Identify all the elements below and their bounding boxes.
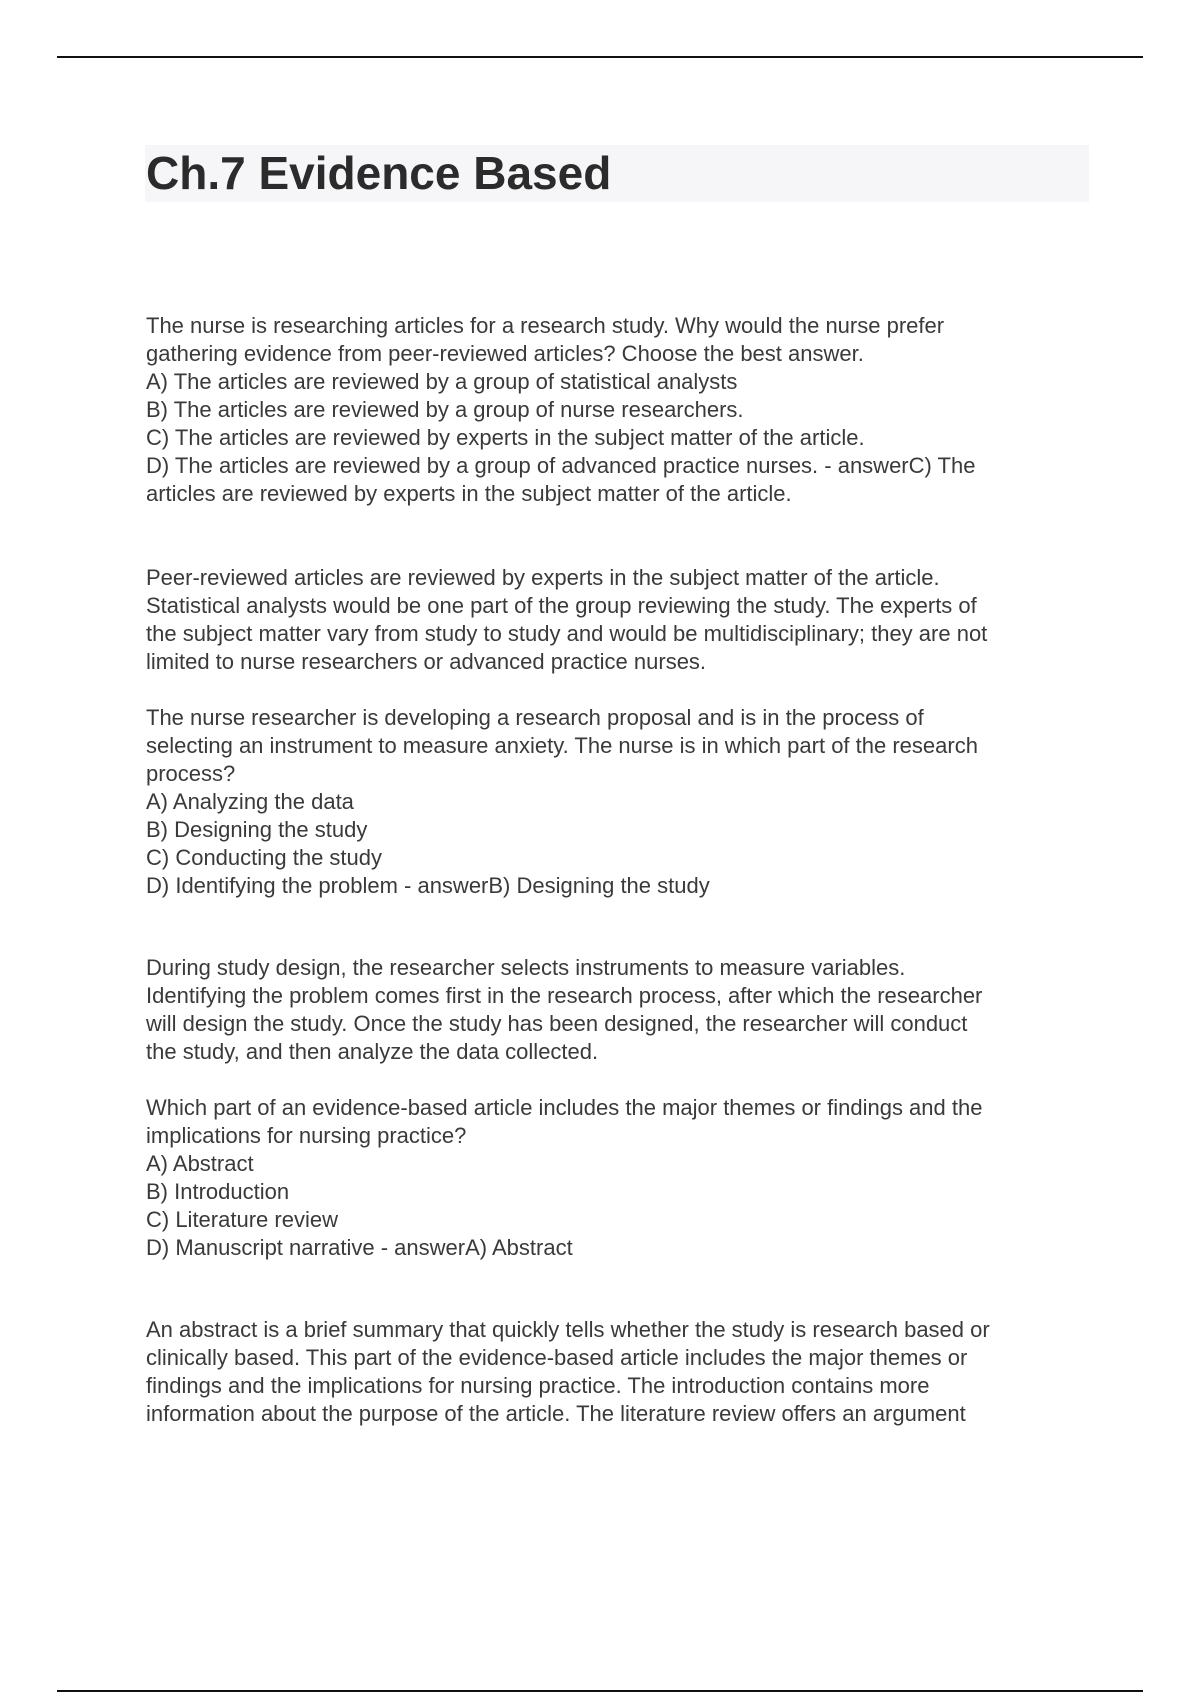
question-1-option-c: C) The articles are reviewed by experts in the subject matter of the article. (146, 425, 865, 450)
question-2-line: process? (146, 761, 236, 786)
top-divider (57, 56, 1143, 58)
question-1-line: The nurse is researching articles for a research study. Why would the nurse prefer (146, 313, 945, 338)
page-title: Ch.7 Evidence Based (146, 147, 612, 199)
question-1 (146, 312, 1086, 508)
question-3-option-b: B) Introduction (146, 1179, 290, 1204)
question-1-option-d: D) The articles are reviewed by a group of advanced practice nurses. - answerC) The (146, 453, 976, 478)
rationale-1-line: limited to nurse researchers or advanced practice nurses. (146, 649, 707, 674)
rationale-2-line: Identifying the problem comes first in the research process, after which the researcher (146, 983, 983, 1008)
question-2-option-b: B) Designing the study (146, 817, 368, 842)
rationale-2 (146, 954, 1086, 1066)
rationale-3-line: information about the purpose of the article. The literature review offers an argument (146, 1401, 966, 1426)
bottom-divider (57, 1690, 1143, 1692)
question-1-line: gathering evidence from peer-reviewed articles? Choose the best answer. (146, 341, 864, 366)
question-2-option-c: C) Conducting the study (146, 845, 383, 870)
question-3-option-c: C) Literature review (146, 1207, 338, 1232)
rationale-1 (146, 564, 1086, 676)
question-1-option-b: B) The articles are reviewed by a group of nurse researchers. (146, 397, 744, 422)
rationale-1-line: Statistical analysts would be one part of the group reviewing the study. The experts of (146, 593, 977, 618)
rationale-3-line: An abstract is a brief summary that quickly tells whether the study is research based or (146, 1317, 990, 1342)
question-2-option-d: D) Identifying the problem - answerB) Designing the study (146, 873, 710, 898)
question-2-option-a: A) Analyzing the data (146, 789, 354, 814)
rationale-1-line: Peer-reviewed articles are reviewed by experts in the subject matter of the article. (146, 565, 940, 590)
rationale-1-line: the subject matter vary from study to study and would be multidisciplinary; they are not (146, 621, 988, 646)
question-3-line: implications for nursing practice? (146, 1123, 467, 1148)
question-2-line: selecting an instrument to measure anxiety. The nurse is in which part of the research (146, 733, 978, 758)
rationale-2-line: will design the study. Once the study has been designed, the researcher will conduct (146, 1011, 968, 1036)
question-3-option-d: D) Manuscript narrative - answerA) Abstract (146, 1235, 573, 1260)
rationale-2-line: the study, and then analyze the data collected. (146, 1039, 599, 1064)
rationale-3 (146, 1316, 1086, 1428)
question-3 (146, 1094, 1086, 1262)
question-2 (146, 704, 1086, 900)
question-3-option-a: A) Abstract (146, 1151, 254, 1176)
question-2-line: The nurse researcher is developing a research proposal and is in the process of (146, 705, 924, 730)
question-1-answer: articles are reviewed by experts in the subject matter of the article. (146, 481, 792, 506)
question-1-option-a: A) The articles are reviewed by a group of statistical analysts (146, 369, 738, 394)
rationale-3-line: findings and the implications for nursing practice. The introduction contains more (146, 1373, 930, 1398)
rationale-2-line: During study design, the researcher selects instruments to measure variables. (146, 955, 906, 980)
rationale-3-line: clinically based. This part of the evidence-based article includes the major themes or (146, 1345, 968, 1370)
question-3-line: Which part of an evidence-based article includes the major themes or findings and the (146, 1095, 983, 1120)
